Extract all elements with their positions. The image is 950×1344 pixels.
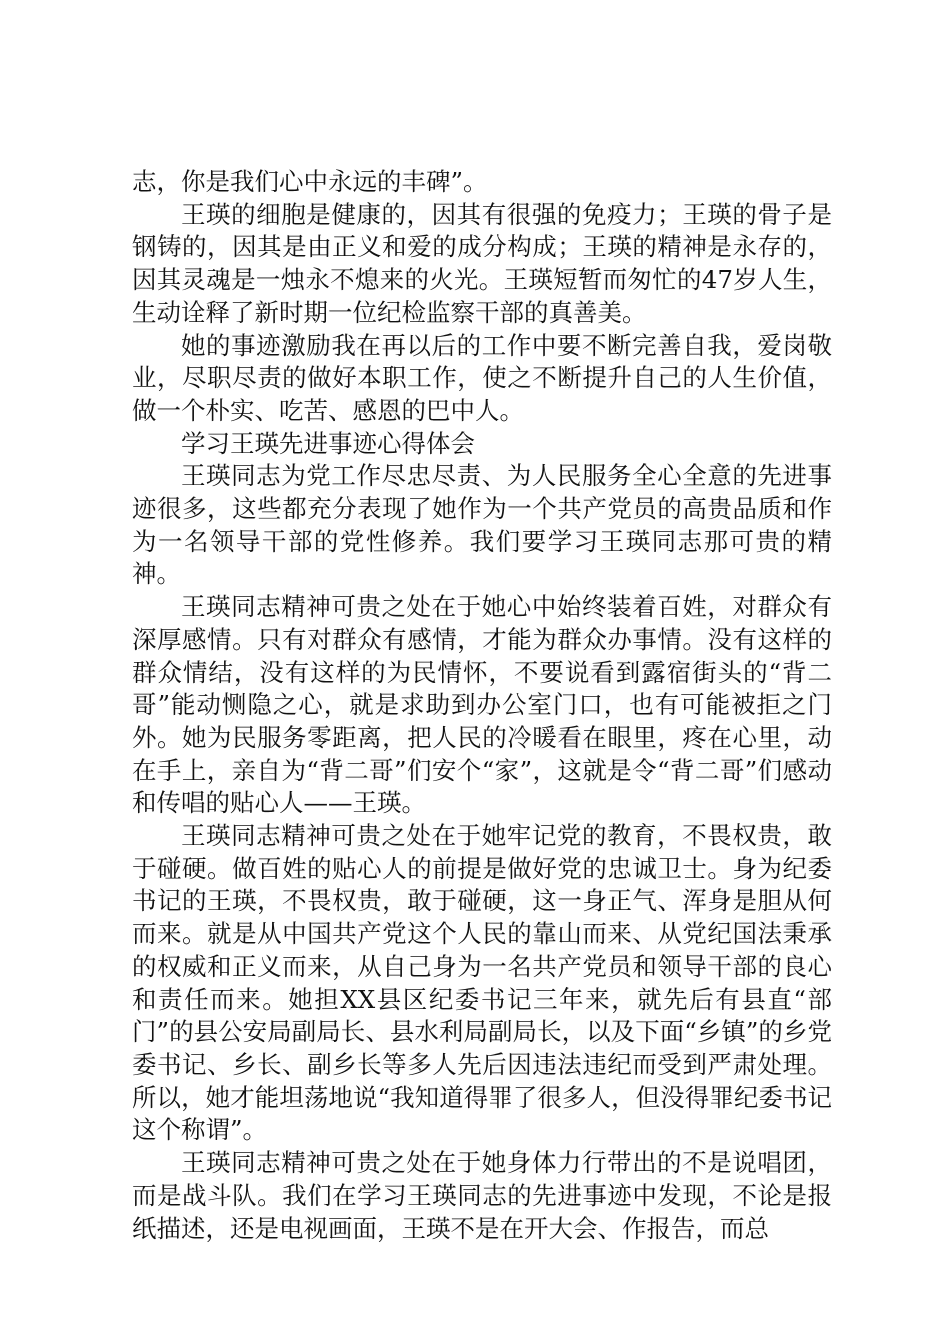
paragraph: 王瑛同志精神可贵之处在于她身体力行带出的不是说唱团，而是战斗队。我们在学习王瑛同志的先进事迹中发现，不论是报纸描述，还是电视画面，王瑛不是在开大会、作报告，而总	[132, 1148, 832, 1243]
paragraph: 王瑛同志精神可贵之处在于她牢记党的教育，不畏权贵，敢于碰硬。做百姓的贴心人的前提是做好党的忠诚卫士。身为纪委书记的王瑛，不畏权贵，敢于碰硬，这一身正气、浑身是胆从何而来。就是从中国共产党这个人民的靠山而来、从党纪国法秉承的权威和正义而来，从自己身为一名共产党员和领导干部的良心和责任而来。她担XX县区纪委书记三年来，就先后有县直“部门”的县公安局副局长、县水利局副局长，以及下面“乡镇”的乡党委书记、乡长、副乡长等多人先后因违法违纪而受到严肃处理。所以，她才能坦荡地说“我知道得罪了很多人，但没得罪纪委书记这个称谓”。	[132, 821, 832, 1145]
paragraph-continuation: 志，你是我们心中永远的丰碑”。	[132, 167, 488, 196]
paragraph: 王瑛同志为党工作尽忠尽责、为人民服务全心全意的先进事迹很多，这些都充分表现了她作为一个共产党员的高贵品质和作为一名领导干部的党性修养。我们要学习王瑛同志那可贵的精神。	[132, 461, 832, 589]
paragraph: 王瑛同志精神可贵之处在于她心中始终装着百姓，对群众有深厚感情。只有对群众有感情，才能为群众办事情。没有这样的群众情结，没有这样的为民情怀，不要说看到露宿街头的“背二哥”能动恻隐之心，就是求助到办公室门口，也有可能被拒之门外。她为民服务零距离，把人民的冷暖看在眼里，疼在心里，动在手上，亲自为“背二哥”们安个“家”，这就是令“背二哥”们感动和传唱的贴心人——王瑛。	[132, 592, 832, 818]
paragraph: 王瑛的细胞是健康的，因其有很强的免疫力；王瑛的骨子是钢铸的，因其是由正义和爱的成分构成；王瑛的精神是永存的，因其灵魂是一烛永不熄来的火光。王瑛短暂而匆忙的47岁人生，生动诠释了新时期一位纪检监察干部的真善美。	[132, 199, 832, 327]
section-heading: 学习王瑛先进事迹心得体会	[181, 428, 475, 458]
document-body	[132, 166, 832, 1245]
paragraph: 她的事迹激励我在再以后的工作中要不断完善自我，爱岗敬业，尽职尽责的做好本职工作，使之不断提升自己的人生价值，做一个朴实、吃苦、感恩的巴中人。	[132, 330, 832, 425]
